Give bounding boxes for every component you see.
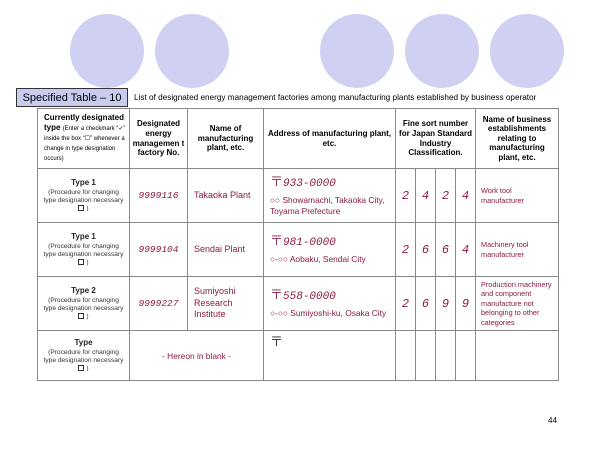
classification-cell — [396, 169, 476, 223]
plant-name: Takaoka Plant — [188, 169, 264, 223]
procedure-end: ) — [86, 313, 89, 321]
header-address: Address of manufacturing plant, etc. — [264, 109, 396, 169]
table-tag: Specified Table – 10 — [16, 88, 128, 107]
page-number: 44 — [548, 416, 557, 425]
header-plant-name: Name of manufacturing plant, etc. — [188, 109, 264, 169]
business-description: Machinery tool manufacturer — [476, 223, 559, 277]
classification-digit: 9 — [455, 277, 475, 330]
plant-name: Sendai Plant — [188, 223, 264, 277]
factory-no: 9999227 — [130, 277, 188, 331]
procedure-text: (Procedure for changing type designation necessary — [43, 242, 124, 258]
table-row — [38, 277, 559, 331]
factory-table — [37, 108, 559, 381]
postal-number: 981-0000 — [283, 237, 336, 250]
blank-note: - Hereon in blank - — [130, 331, 264, 381]
table-caption: List of designated energy management factories among manufacturing plants established by business operator — [134, 93, 537, 102]
decorative-circle — [155, 14, 229, 88]
procedure-text: (Procedure for changing type designation necessary — [43, 296, 124, 312]
classification-digit — [396, 331, 415, 380]
postal-mark-icon: 〒 — [270, 234, 284, 250]
header-designated-type — [38, 109, 130, 169]
classification-cell — [396, 331, 476, 381]
change-checkbox[interactable] — [78, 259, 84, 265]
address-cell — [264, 331, 396, 381]
classification-digit: 9 — [435, 277, 455, 330]
business-description: Work tool manufacturer — [476, 169, 559, 223]
procedure-text: (Procedure for changing type designation necessary — [43, 188, 124, 204]
postal-mark-icon: 〒 — [270, 288, 284, 304]
table-row — [38, 223, 559, 277]
procedure-end: ) — [86, 365, 89, 373]
type-cell — [38, 331, 130, 381]
classification-digit: 4 — [455, 169, 475, 222]
classification-cell — [396, 223, 476, 277]
type-cell — [38, 277, 130, 331]
classification-digit — [415, 331, 435, 380]
postal-number: 933-0000 — [283, 177, 336, 190]
classification-digit — [455, 331, 475, 380]
procedure-end: ) — [86, 205, 89, 213]
plant-name: Sumiyoshi Research Institute — [188, 277, 264, 331]
address-cell — [264, 169, 396, 223]
header-business-establishments: Name of business establishments relating to manufacturing plant, etc. — [476, 109, 559, 169]
postal-mark-icon: 〒 — [270, 334, 284, 349]
table-row — [38, 331, 559, 381]
classification-digit: 6 — [435, 223, 455, 276]
factory-no: 9999116 — [130, 169, 188, 223]
postal-mark-icon: 〒 — [270, 174, 284, 190]
classification-digit: 6 — [415, 277, 435, 330]
classification-digit: 6 — [415, 223, 435, 276]
decorative-circle — [70, 14, 144, 88]
classification-digit — [435, 331, 455, 380]
business-description: Production machinery and component manufacture not belonging to other categories — [476, 277, 559, 331]
classification-digit: 4 — [415, 169, 435, 222]
address-text: ○○ Showamachi, Takaoka City, Toyama Prefecture — [270, 194, 385, 216]
address-text: ○-○○ Aobaku, Sendai City — [270, 254, 366, 265]
procedure-text: (Procedure for changing type designation necessary — [43, 348, 124, 364]
factory-no: 9999104 — [130, 223, 188, 277]
classification-digit: 2 — [401, 296, 410, 311]
type-cell — [38, 223, 130, 277]
classification-digit: 2 — [401, 242, 410, 257]
address-cell — [264, 277, 396, 331]
header-classification: Fine sort number for Japan Standard Industry Classification. — [396, 109, 476, 169]
postal-code — [270, 287, 389, 305]
postal-code — [270, 233, 389, 251]
type-label: Type — [74, 337, 93, 347]
change-checkbox[interactable] — [78, 205, 84, 211]
address-cell — [264, 223, 396, 277]
header-factory-no: Designated energy managemen t factory No. — [130, 109, 188, 169]
table-row — [38, 169, 559, 223]
header-designated-type-title: Currently designated type — [44, 113, 125, 132]
decorative-circles — [0, 0, 600, 100]
header-row — [38, 109, 559, 169]
change-checkbox[interactable] — [78, 365, 84, 371]
decorative-circle — [405, 14, 479, 88]
classification-cell — [396, 277, 476, 331]
type-label: Type 2 — [71, 285, 96, 295]
decorative-circle — [490, 14, 564, 88]
classification-digit: 2 — [401, 188, 410, 203]
type-label: Type 1 — [71, 177, 96, 187]
classification-digit: 4 — [455, 223, 475, 276]
classification-digit: 2 — [435, 169, 455, 222]
procedure-end: ) — [86, 259, 89, 267]
postal-number: 558-0000 — [283, 291, 336, 304]
header-designated-type-note: (Enter a checkmark “✓” inside the box “☐” whenever a change in type designation occurs) — [44, 125, 126, 163]
type-cell — [38, 169, 130, 223]
change-checkbox[interactable] — [78, 313, 84, 319]
address-text: ○-○○ Sumiyoshi-ku, Osaka City — [270, 308, 387, 319]
decorative-circle — [320, 14, 394, 88]
type-label: Type 1 — [71, 231, 96, 241]
business-description — [476, 331, 559, 381]
postal-code — [270, 174, 389, 192]
